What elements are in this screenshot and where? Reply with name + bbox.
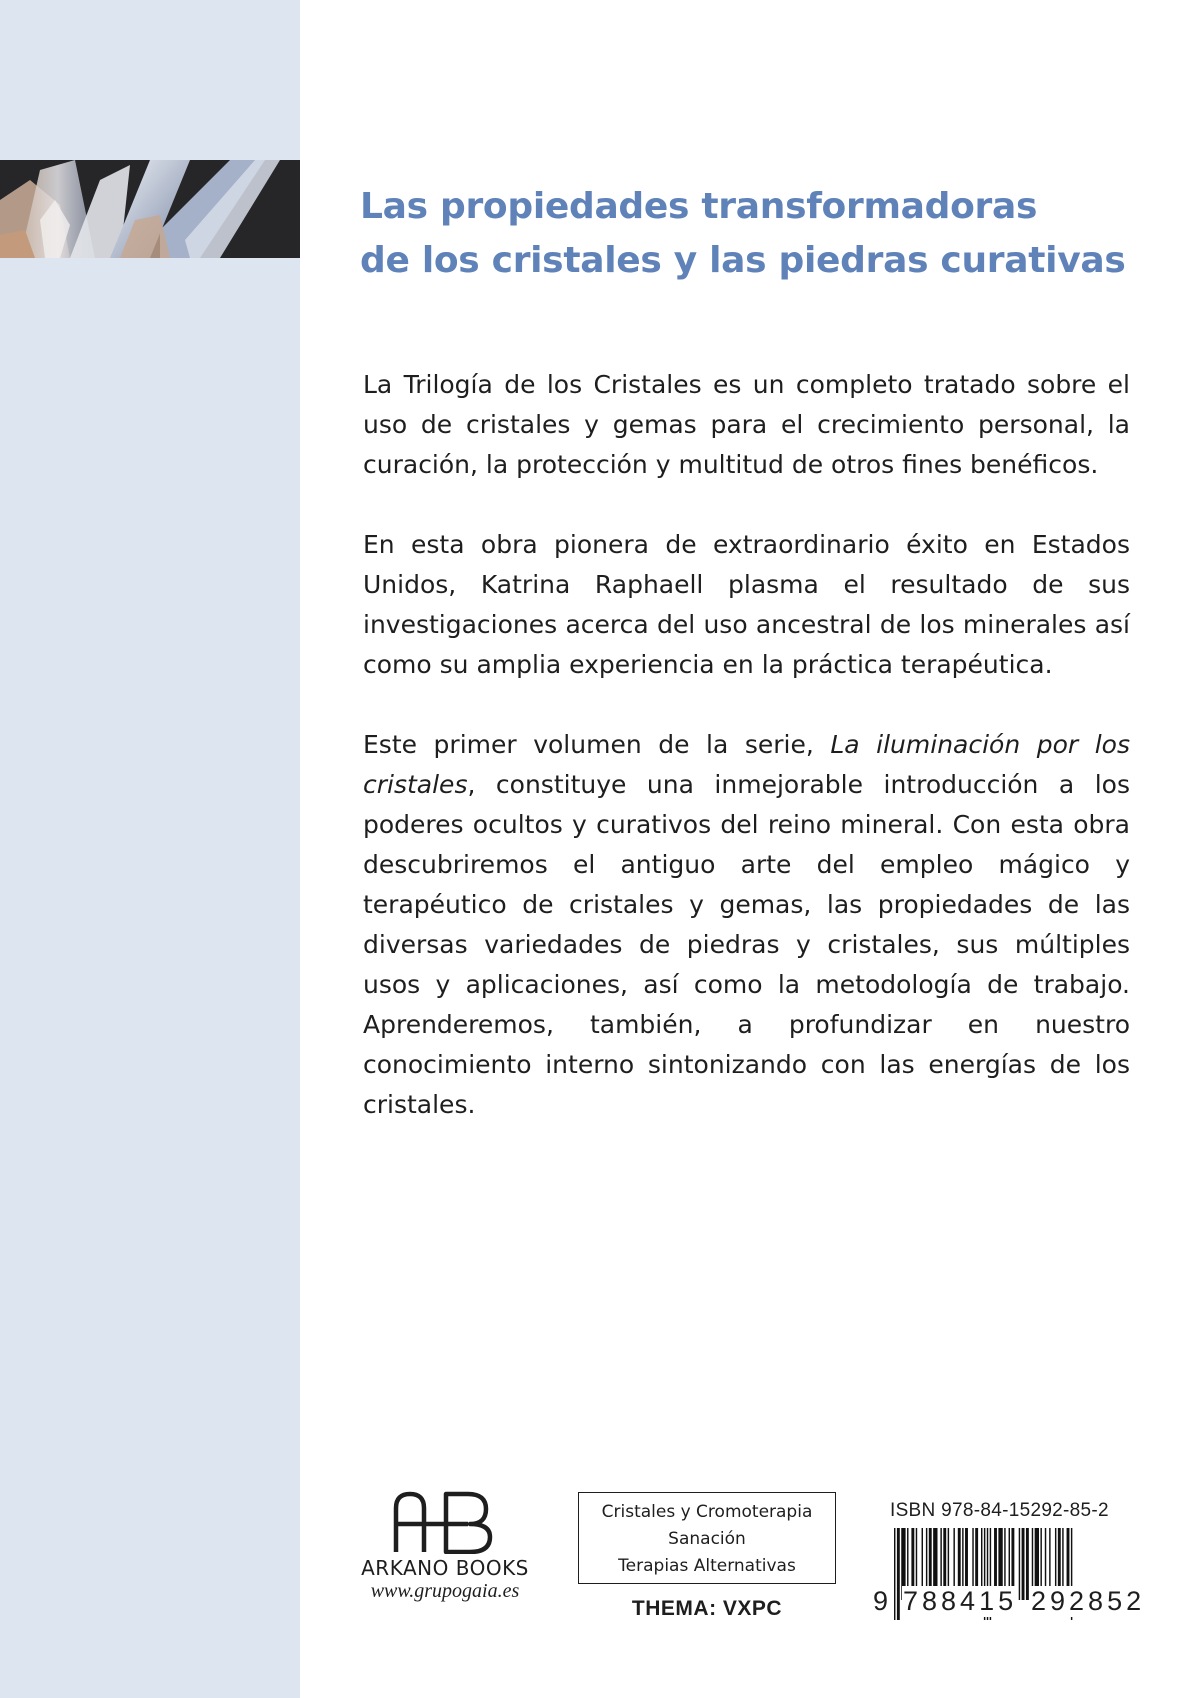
isbn-label: ISBN 978-84-15292-85-2 [890,1500,1109,1521]
barcode-digits-right: 292852 [1031,1586,1146,1616]
barcode-digit-first: 9 [873,1586,889,1616]
category-box [578,1492,836,1584]
publisher-logo [345,1490,545,1600]
crystal-photo [0,160,300,258]
headline-line-1: Las propiedades transformadoras [360,186,1038,227]
category-item: Cristales y Cromoterapia [601,1502,813,1522]
book-title-italic: La iluminación por los cristales [363,730,1131,799]
publisher-name: ARKANO BOOKS [361,1556,529,1580]
paragraph-3-rest: , constituye una inmejorable introducción a los poderes ocultos y curativos del reino mineral. Con esta obra descubriremos el antiguo arte del empleo mágico y terapéutico de cristales y gemas, las propiedades de las diversas variedades de piedras y cristales, sus múltiples usos y aplicaciones, así como la metodología de trabajo. Aprenderemos, también, a profundizar en nuestro conocimiento interno sintonizando con las energías de los cristales. [363,770,1130,1119]
paragraph-2: En esta obra pionera de extraordinario éxito en Estados Unidos, Katrina Raphaell plasma el resultado de sus investigaciones acerca del uso ancestral de los minerales así como su amplia experiencia en la práctica terapéutica. [363,530,1130,679]
arkano-ab-monogram-icon [390,1490,500,1554]
category-item: Terapias Alternativas [618,1556,796,1576]
paragraph-3-intro: Este primer volumen de la serie, [363,730,831,759]
description [363,365,1130,1125]
thema-code: THEMA: VXPC [631,1597,783,1620]
headline-line-2: de los cristales y las piedras curativas [360,240,1126,281]
paragraph-3 [363,725,1130,1125]
barcode-digits-left: 788415 [903,1586,1018,1616]
paragraph-1: La Trilogía de los Cristales es un completo tratado sobre el uso de cristales y gemas para el crecimiento personal, la curación, la protección y multitud de otros fines benéficos. [363,370,1130,479]
category-item: Sanación [668,1529,746,1549]
publisher-url: www.grupogaia.es [370,1580,520,1602]
barcode-digits [872,1586,1162,1626]
headline [360,180,1160,288]
